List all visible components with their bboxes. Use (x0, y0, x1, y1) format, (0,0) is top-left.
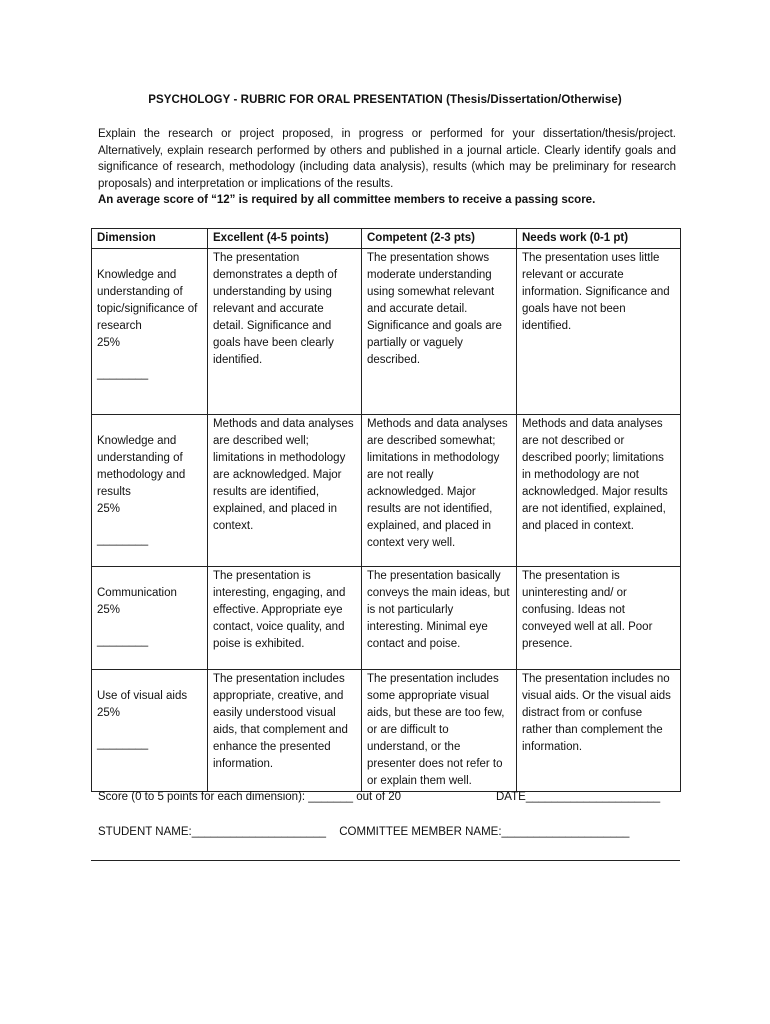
rubric-table (91, 228, 681, 792)
excellent-cell: The presentation is interesting, engaging, and effective. Appropriate eye contact, voice quality, and poise is exhibited. (208, 567, 362, 670)
passing-requirement: An average score of “12” is required by all committee members to receive a passing score. (98, 194, 596, 206)
dimension-weight: 25% (97, 604, 121, 616)
dimension-label: Knowledge and understanding of topic/significance of research (97, 269, 198, 332)
signature-line (98, 826, 629, 838)
dimension-label: Use of visual aids (97, 690, 188, 702)
dimension-weight: 25% (97, 503, 121, 515)
dimension-cell (92, 249, 208, 415)
dimension-label: Communication (97, 587, 177, 599)
score-blank[interactable]: ________ (97, 635, 149, 647)
dimension-cell (92, 670, 208, 792)
needs-work-cell: The presentation includes no visual aids. Or the visual aids distract from or confuse rather than complement the information. (517, 670, 681, 792)
dimension-cell (92, 415, 208, 567)
excellent-cell: Methods and data analyses are described well; limitations in methodology are acknowledged. Major results are identified, explained, and placed in context. (208, 415, 362, 567)
bottom-divider (91, 860, 680, 861)
header-needs-work: Needs work (0-1 pt) (517, 229, 681, 249)
needs-work-cell: The presentation uses little relevant or accurate information. Significance and goals have not been identified. (517, 249, 681, 415)
score-line (98, 791, 661, 803)
page-title: PSYCHOLOGY - RUBRIC FOR ORAL PRESENTATION (Thesis/Dissertation/Otherwise) (148, 94, 622, 106)
header-competent: Competent (2-3 pts) (362, 229, 517, 249)
table-row (92, 567, 681, 670)
dimension-label: Knowledge and understanding of methodology and results (97, 435, 186, 498)
competent-cell: The presentation shows moderate understanding using somewhat relevant and accurate detail. Significance and goals are partially or vaguely described. (362, 249, 517, 415)
table-row (92, 415, 681, 567)
score-blank[interactable]: ________ (97, 738, 149, 750)
header-excellent: Excellent (4-5 points) (208, 229, 362, 249)
competent-cell: The presentation basically conveys the main ideas, but is not particularly interesting. Minimal eye contact and poise. (362, 567, 517, 670)
competent-cell: Methods and data analyses are described somewhat; limitations in methodology are not really acknowledged. Major results are not identified, explained, and placed in context very well. (362, 415, 517, 567)
committee-member-field[interactable]: COMMITTEE MEMBER NAME:____________________ (339, 826, 630, 838)
header-dimension: Dimension (92, 229, 208, 249)
excellent-cell: The presentation includes appropriate, creative, and easily understood visual aids, that complement and enhance the presented information. (208, 670, 362, 792)
needs-work-cell: The presentation is uninteresting and/ or confusing. Ideas not conveyed well at all. Poor presence. (517, 567, 681, 670)
score-blank[interactable]: ________ (97, 368, 149, 380)
header-row (92, 229, 681, 249)
total-score-field[interactable]: Score (0 to 5 points for each dimension): _______ out of 20 (98, 791, 402, 803)
dimension-cell (92, 567, 208, 670)
student-name-field[interactable]: STUDENT NAME:_____________________ (98, 826, 327, 838)
needs-work-cell: Methods and data analyses are not described or described poorly; limitations in methodology are not acknowledged. Major results are not identified, explained, and placed in context. (517, 415, 681, 567)
dimension-weight: 25% (97, 707, 121, 719)
intro-section (98, 126, 676, 209)
score-blank[interactable]: ________ (97, 534, 149, 546)
date-field[interactable]: DATE_____________________ (496, 791, 661, 803)
competent-cell: The presentation includes some appropriate visual aids, but these are too few, or are difficult to understand, or the presenter does not refer to or explain them well. (362, 670, 517, 792)
table-row (92, 249, 681, 415)
dimension-weight: 25% (97, 337, 121, 349)
intro-paragraph: Explain the research or project proposed, in progress or performed for your dissertation/thesis/project. Alternatively, explain research performed by others and published in a journal article. Clearly identify goals and significance of research, methodology (including data analysis), results (which may be preliminary for research proposals) and interpretation or implications of the results. (98, 128, 676, 190)
table-row (92, 670, 681, 792)
excellent-cell: The presentation demonstrates a depth of understanding by using relevant and accurate detail. Significance and goals have been clearly identified. (208, 249, 362, 415)
